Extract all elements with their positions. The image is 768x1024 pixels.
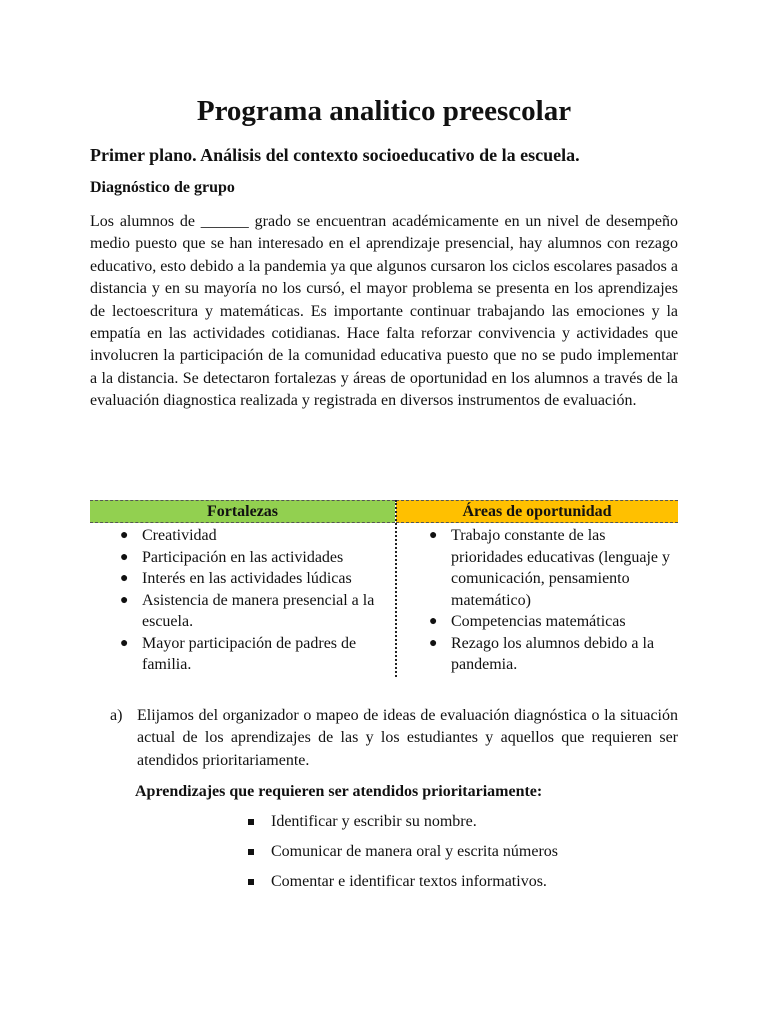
page-title: Programa analitico preescolar (196, 95, 572, 127)
priority-item: Comunicar de manera oral y escrita números (271, 843, 558, 860)
strength-item: Interés en las actividades lúdicas (142, 570, 352, 587)
list-item (115, 525, 385, 547)
diagnostic-heading: Diagnóstico de grupo (90, 179, 235, 196)
list-item (248, 841, 558, 871)
strength-item: Mayor participación de padres de familia. (142, 634, 357, 673)
question-a (110, 705, 678, 772)
opportunity-item: Rezago los alumnos debido a la pandemia. (451, 634, 655, 673)
priorities-heading: Aprendizajes que requieren ser atendidos prioritariamente: (135, 783, 543, 800)
list-item (115, 568, 385, 590)
list-item (248, 811, 558, 841)
column-divider (395, 500, 397, 677)
section-subtitle: Primer plano. Análisis del contexto socioeducativo de la escuela. (90, 145, 580, 165)
list-item (424, 525, 674, 611)
square-bullet-icon (248, 849, 254, 855)
list-item (248, 871, 558, 901)
opportunities-header: Áreas de oportunidad (396, 500, 678, 523)
list-item (115, 547, 385, 569)
bullet-icon: ● (120, 528, 129, 543)
strength-item: Participación en las actividades (142, 548, 344, 566)
square-bullet-icon (248, 819, 254, 825)
list-item (424, 633, 674, 676)
square-bullet-icon (248, 879, 254, 885)
diagnostic-paragraph: Los alumnos de ______ grado se encuentran académicamente en un nivel de desempeño medio puesto que se han interesado en el aprendizaje presencial, hay alumnos con rezago educativo, esto debido a la pandemia ya que algunos cursaron los ciclos escolares pasados a distancia y en su mayoría no los cursó, el mayor problema se presenta en los aprendizajes de lectoescritura y matemáticas. Es importante continuar trabajando las emociones y la empatía en las actividades cotidianas. Hace falta reforzar convivencia y actividades que involucren la participación de la comunidad educativa puesto que no se pudo implementar a la distancia. Se detectaron fortalezas y áreas de oportunidad en los alumnos a través de la evaluación diagnostica realizada y registrada en diversos instrumentos de evaluación. (90, 213, 678, 410)
priority-item: Identificar y escribir su nombre. (271, 813, 477, 830)
strength-item: Asistencia de manera presencial a la escuela. (142, 591, 375, 630)
priorities-list (248, 811, 558, 901)
bullet-icon: ● (120, 635, 129, 651)
list-item (424, 611, 674, 633)
question-text: Elijamos del organizador o mapeo de ideas de evaluación diagnóstica o la situación actual de los aprendizajes de las y los estudiantes y aquellos que requieren ser atendidos prioritariamente. (137, 707, 678, 769)
opportunity-item: Trabajo constante de las prioridades educativas (lenguaje y comunicación, pensamiento matemático) (451, 527, 671, 609)
opportunities-list (424, 525, 674, 676)
bullet-icon: ● (429, 614, 438, 629)
opportunity-item: Competencias matemáticas (451, 613, 626, 630)
bullet-icon: ● (120, 571, 129, 586)
bullet-icon: ● (429, 635, 438, 651)
strengths-opportunities-table (90, 500, 678, 677)
bullet-icon: ● (429, 528, 438, 543)
strength-item: Creatividad (142, 527, 217, 544)
list-item (115, 590, 385, 633)
question-marker: a) (110, 707, 123, 724)
bullet-icon: ● (120, 549, 129, 565)
bullet-icon: ● (120, 592, 129, 608)
priority-item: Comentar e identificar textos informativos. (271, 873, 547, 890)
list-item (115, 633, 385, 676)
strengths-header: Fortalezas (90, 500, 395, 523)
strengths-list (115, 525, 385, 676)
